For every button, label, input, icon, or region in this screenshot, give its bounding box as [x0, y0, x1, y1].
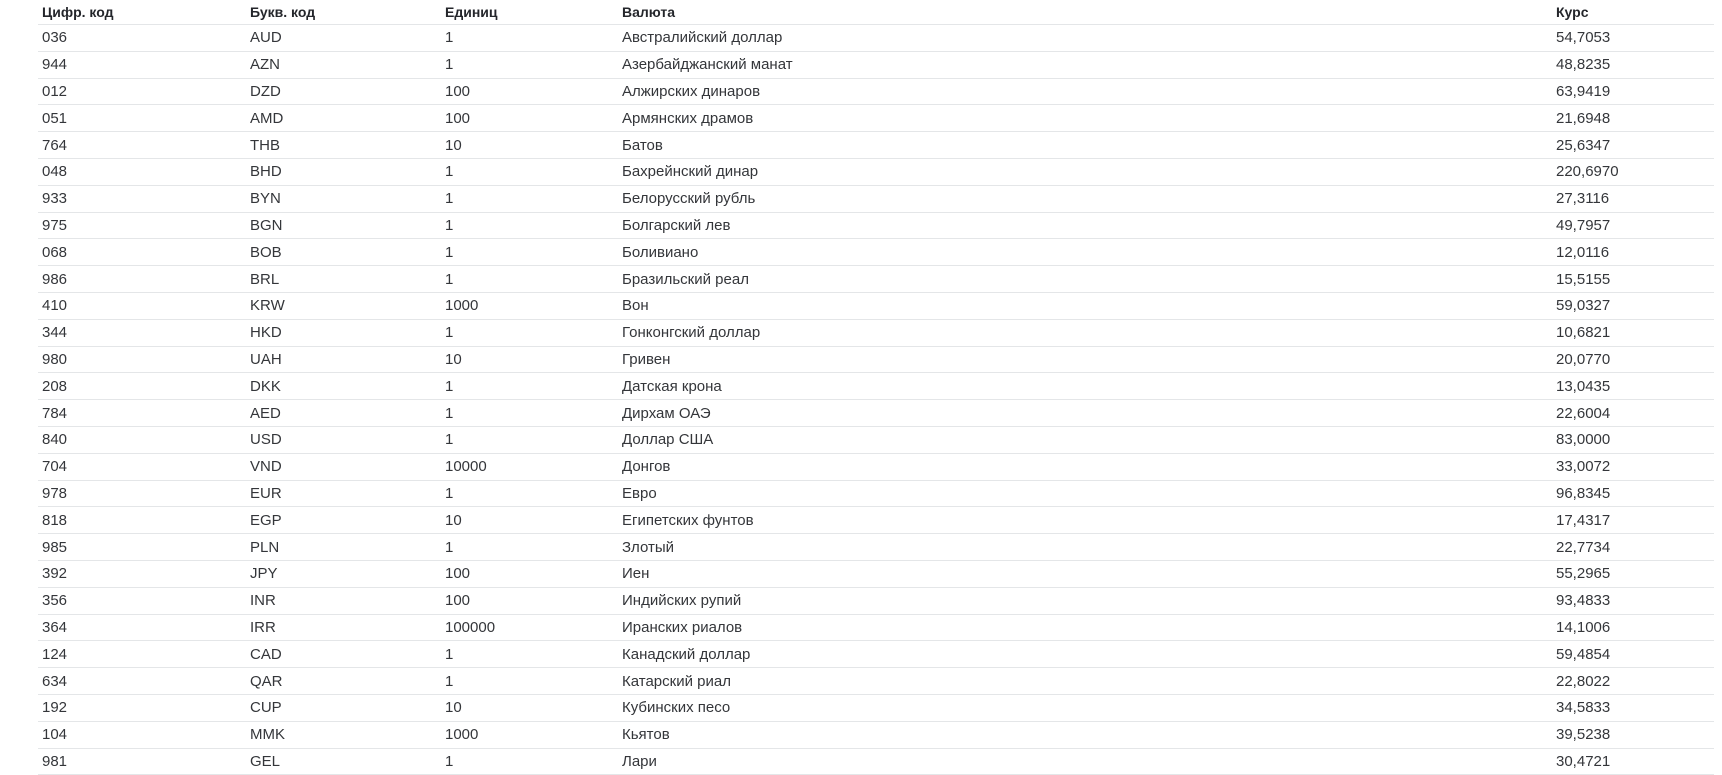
cell-units: 100: [445, 560, 622, 587]
cell-currency: Боливиано: [622, 239, 1556, 266]
table-row: [38, 158, 1714, 185]
cell-rate: 33,0072: [1556, 453, 1714, 480]
cell-rate: 13,0435: [1556, 373, 1714, 400]
cell-rate: 20,0770: [1556, 346, 1714, 373]
cell-currency: Азербайджанский манат: [622, 51, 1556, 78]
cell-rate: 49,7957: [1556, 212, 1714, 239]
cell-num-code: 978: [38, 480, 250, 507]
cell-num-code: 048: [38, 158, 250, 185]
cell-units: 10: [445, 132, 622, 159]
cell-rate: 48,8235: [1556, 51, 1714, 78]
cell-currency: Кьятов: [622, 721, 1556, 748]
cell-num-code: 356: [38, 587, 250, 614]
cell-char-code: EGP: [250, 507, 445, 534]
table-row: [38, 560, 1714, 587]
cell-units: 1: [445, 185, 622, 212]
table-row: [38, 507, 1714, 534]
cell-char-code: USD: [250, 426, 445, 453]
cell-currency: Алжирских динаров: [622, 78, 1556, 105]
cell-units: 1: [445, 641, 622, 668]
column-header-num-code: Цифр. код: [38, 0, 250, 25]
cell-rate: 22,8022: [1556, 668, 1714, 695]
cell-num-code: 840: [38, 426, 250, 453]
cell-num-code: 392: [38, 560, 250, 587]
cell-char-code: DZD: [250, 78, 445, 105]
cell-rate: 15,5155: [1556, 266, 1714, 293]
cell-char-code: JPY: [250, 560, 445, 587]
cell-currency: Бразильский реал: [622, 266, 1556, 293]
cell-units: 10: [445, 507, 622, 534]
table-row: [38, 319, 1714, 346]
cell-currency: Вон: [622, 292, 1556, 319]
cell-num-code: 933: [38, 185, 250, 212]
cell-char-code: BGN: [250, 212, 445, 239]
cell-rate: 21,6948: [1556, 105, 1714, 132]
cell-currency: Индийских рупий: [622, 587, 1556, 614]
cell-currency: Гривен: [622, 346, 1556, 373]
column-header-char-code: Букв. код: [250, 0, 445, 25]
column-header-rate: Курс: [1556, 0, 1714, 25]
cell-units: 1: [445, 239, 622, 266]
cell-units: 1: [445, 25, 622, 52]
cell-units: 1: [445, 51, 622, 78]
cell-currency: Гонконгский доллар: [622, 319, 1556, 346]
cell-rate: 96,8345: [1556, 480, 1714, 507]
cell-units: 1000: [445, 292, 622, 319]
table-row: [38, 426, 1714, 453]
cell-num-code: 208: [38, 373, 250, 400]
cell-units: 1: [445, 319, 622, 346]
cell-rate: 27,3116: [1556, 185, 1714, 212]
cell-currency: Дирхам ОАЭ: [622, 400, 1556, 427]
cell-char-code: KRW: [250, 292, 445, 319]
table-row: [38, 266, 1714, 293]
column-header-units: Единиц: [445, 0, 622, 25]
cell-num-code: 944: [38, 51, 250, 78]
cell-units: 1: [445, 400, 622, 427]
table-row: [38, 641, 1714, 668]
table-row: [38, 721, 1714, 748]
cell-char-code: BHD: [250, 158, 445, 185]
table-row: [38, 105, 1714, 132]
cell-rate: 10,6821: [1556, 319, 1714, 346]
cell-rate: 22,7734: [1556, 534, 1714, 561]
header-row: [38, 0, 1714, 25]
cell-currency: Армянских драмов: [622, 105, 1556, 132]
table-row: [38, 534, 1714, 561]
table-row: [38, 212, 1714, 239]
cell-rate: 63,9419: [1556, 78, 1714, 105]
cell-char-code: AZN: [250, 51, 445, 78]
cell-char-code: HKD: [250, 319, 445, 346]
cell-currency: Донгов: [622, 453, 1556, 480]
cell-num-code: 344: [38, 319, 250, 346]
cell-num-code: 764: [38, 132, 250, 159]
cell-currency: Иранских риалов: [622, 614, 1556, 641]
cell-rate: 93,4833: [1556, 587, 1714, 614]
cell-rate: 39,5238: [1556, 721, 1714, 748]
table-row: [38, 668, 1714, 695]
column-header-currency: Валюта: [622, 0, 1556, 25]
cell-rate: 54,7053: [1556, 25, 1714, 52]
cell-rate: 14,1006: [1556, 614, 1714, 641]
cell-rate: 22,6004: [1556, 400, 1714, 427]
cell-num-code: 104: [38, 721, 250, 748]
cell-rate: 220,6970: [1556, 158, 1714, 185]
cell-currency: Доллар США: [622, 426, 1556, 453]
cell-num-code: 410: [38, 292, 250, 319]
table-row: [38, 132, 1714, 159]
cell-units: 100: [445, 78, 622, 105]
cell-currency: Кубинских песо: [622, 694, 1556, 721]
cell-char-code: DKK: [250, 373, 445, 400]
cell-num-code: 192: [38, 694, 250, 721]
cell-char-code: PLN: [250, 534, 445, 561]
cell-currency: Батов: [622, 132, 1556, 159]
cell-currency: Катарский риал: [622, 668, 1556, 695]
cell-currency: Евро: [622, 480, 1556, 507]
cell-rate: 25,6347: [1556, 132, 1714, 159]
cell-currency: Австралийский доллар: [622, 25, 1556, 52]
cell-char-code: GEL: [250, 748, 445, 775]
cell-rate: 59,0327: [1556, 292, 1714, 319]
cell-currency: Лари: [622, 748, 1556, 775]
cell-rate: 83,0000: [1556, 426, 1714, 453]
cell-units: 1: [445, 426, 622, 453]
table-row: [38, 480, 1714, 507]
cell-rate: 12,0116: [1556, 239, 1714, 266]
cell-currency: Египетских фунтов: [622, 507, 1556, 534]
cell-rate: 34,5833: [1556, 694, 1714, 721]
cell-char-code: QAR: [250, 668, 445, 695]
cell-num-code: 364: [38, 614, 250, 641]
cell-units: 10: [445, 346, 622, 373]
table-row: [38, 453, 1714, 480]
cell-currency: Бахрейнский динар: [622, 158, 1556, 185]
cell-num-code: 704: [38, 453, 250, 480]
table-row: [38, 51, 1714, 78]
cell-num-code: 980: [38, 346, 250, 373]
cell-currency: Иен: [622, 560, 1556, 587]
table-row: [38, 694, 1714, 721]
cell-char-code: INR: [250, 587, 445, 614]
cell-num-code: 012: [38, 78, 250, 105]
cell-num-code: 981: [38, 748, 250, 775]
cell-char-code: CUP: [250, 694, 445, 721]
cell-char-code: VND: [250, 453, 445, 480]
cell-rate: 59,4854: [1556, 641, 1714, 668]
cell-num-code: 975: [38, 212, 250, 239]
cell-units: 1: [445, 266, 622, 293]
table-row: [38, 185, 1714, 212]
cell-currency: Датская крона: [622, 373, 1556, 400]
cell-units: 1: [445, 534, 622, 561]
cell-units: 1: [445, 158, 622, 185]
cell-char-code: IRR: [250, 614, 445, 641]
cell-rate: 55,2965: [1556, 560, 1714, 587]
cell-currency: Болгарский лев: [622, 212, 1556, 239]
cell-units: 100: [445, 105, 622, 132]
cell-num-code: 634: [38, 668, 250, 695]
cell-num-code: 985: [38, 534, 250, 561]
cell-rate: 17,4317: [1556, 507, 1714, 534]
cell-units: 1: [445, 668, 622, 695]
cell-char-code: BRL: [250, 266, 445, 293]
cell-num-code: 986: [38, 266, 250, 293]
table-body: [38, 25, 1714, 775]
cell-units: 1: [445, 480, 622, 507]
cell-units: 100000: [445, 614, 622, 641]
cell-char-code: MMK: [250, 721, 445, 748]
cell-char-code: BOB: [250, 239, 445, 266]
cell-units: 1000: [445, 721, 622, 748]
cell-units: 1: [445, 748, 622, 775]
table-row: [38, 373, 1714, 400]
table-row: [38, 239, 1714, 266]
cell-units: 10000: [445, 453, 622, 480]
cell-num-code: 036: [38, 25, 250, 52]
cell-char-code: AUD: [250, 25, 445, 52]
cell-char-code: THB: [250, 132, 445, 159]
cell-char-code: CAD: [250, 641, 445, 668]
cell-char-code: EUR: [250, 480, 445, 507]
table-row: [38, 400, 1714, 427]
cell-currency: Белорусский рубль: [622, 185, 1556, 212]
table-row: [38, 292, 1714, 319]
cell-num-code: 124: [38, 641, 250, 668]
table-row: [38, 587, 1714, 614]
cell-char-code: BYN: [250, 185, 445, 212]
table-row: [38, 25, 1714, 52]
currency-rates-table: [38, 0, 1714, 775]
table-row: [38, 614, 1714, 641]
table-row: [38, 78, 1714, 105]
table-row: [38, 346, 1714, 373]
cell-units: 100: [445, 587, 622, 614]
cell-num-code: 818: [38, 507, 250, 534]
cell-char-code: AMD: [250, 105, 445, 132]
cell-num-code: 068: [38, 239, 250, 266]
cell-units: 1: [445, 212, 622, 239]
cell-units: 1: [445, 373, 622, 400]
table-header: [38, 0, 1714, 25]
cell-num-code: 051: [38, 105, 250, 132]
cell-char-code: AED: [250, 400, 445, 427]
cell-char-code: UAH: [250, 346, 445, 373]
cell-units: 10: [445, 694, 622, 721]
cell-rate: 30,4721: [1556, 748, 1714, 775]
cell-num-code: 784: [38, 400, 250, 427]
cell-currency: Злотый: [622, 534, 1556, 561]
cell-currency: Канадский доллар: [622, 641, 1556, 668]
